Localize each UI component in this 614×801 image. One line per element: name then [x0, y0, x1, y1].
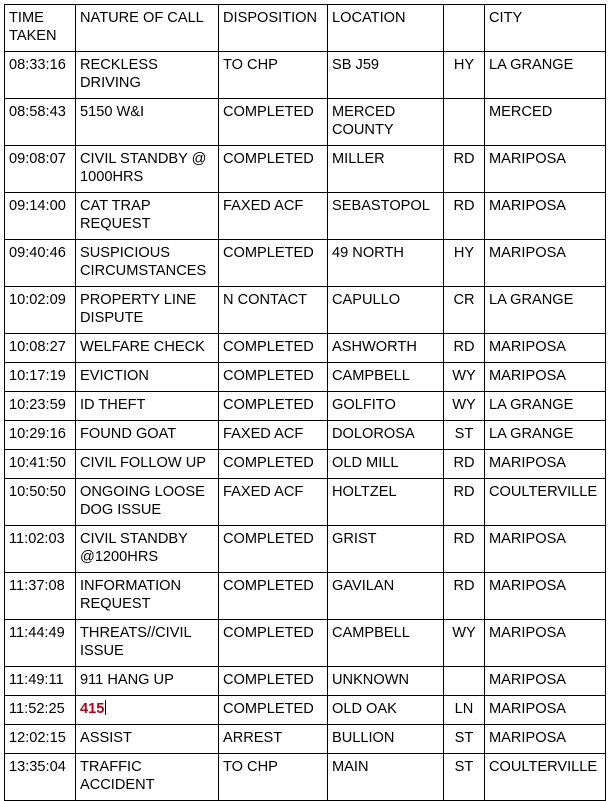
header-disposition: DISPOSITION: [219, 5, 328, 52]
cell-street-suffix: RD: [444, 334, 485, 363]
cell-time-taken: 10:29:16: [5, 421, 76, 450]
cell-disposition: N CONTACT: [219, 287, 328, 334]
cell-disposition: FAXED ACF: [219, 421, 328, 450]
cell-city: MARIPOSA: [485, 573, 606, 620]
cell-nature-of-call: 911 HANG UP: [76, 667, 219, 696]
cell-street-suffix: ST: [444, 725, 485, 754]
cell-street-suffix: RD: [444, 193, 485, 240]
cell-location: MAIN: [328, 754, 444, 801]
cell-disposition: COMPLETED: [219, 450, 328, 479]
table-row: [5, 392, 606, 421]
cell-city: MARIPOSA: [485, 240, 606, 287]
table-row: [5, 696, 606, 725]
cell-location: OLD OAK: [328, 696, 444, 725]
cell-time-taken: 11:02:03: [5, 526, 76, 573]
cell-disposition: COMPLETED: [219, 667, 328, 696]
cell-disposition: COMPLETED: [219, 99, 328, 146]
cell-street-suffix: RD: [444, 526, 485, 573]
cell-city: MARIPOSA: [485, 620, 606, 667]
cell-nature-of-call: WELFARE CHECK: [76, 334, 219, 363]
cell-time-taken: 10:08:27: [5, 334, 76, 363]
cell-location: DOLOROSA: [328, 421, 444, 450]
cell-disposition: COMPLETED: [219, 392, 328, 421]
cell-nature-of-call: RECKLESS DRIVING: [76, 52, 219, 99]
cell-nature-of-call: FOUND GOAT: [76, 421, 219, 450]
cell-street-suffix: RD: [444, 573, 485, 620]
cell-disposition: TO CHP: [219, 754, 328, 801]
table-row: [5, 754, 606, 801]
cell-city: LA GRANGE: [485, 421, 606, 450]
cell-time-taken: 11:44:49: [5, 620, 76, 667]
cell-disposition: COMPLETED: [219, 240, 328, 287]
table-row: [5, 620, 606, 667]
cell-disposition: COMPLETED: [219, 573, 328, 620]
cell-street-suffix: WY: [444, 363, 485, 392]
cell-location: SB J59: [328, 52, 444, 99]
cell-nature-of-call: SUSPICIOUS CIRCUMSTANCES: [76, 240, 219, 287]
cell-location: MILLER: [328, 146, 444, 193]
cell-street-suffix: WY: [444, 392, 485, 421]
cell-nature-of-call: [76, 696, 219, 725]
cell-location: CAMPBELL: [328, 363, 444, 392]
cell-street-suffix: HY: [444, 52, 485, 99]
cell-nature-of-call: EVICTION: [76, 363, 219, 392]
cell-nature-of-call: CAT TRAP REQUEST: [76, 193, 219, 240]
cell-nature-of-call: THREATS//CIVIL ISSUE: [76, 620, 219, 667]
call-log-body: [5, 52, 606, 801]
cell-nature-of-call: CIVIL FOLLOW UP: [76, 450, 219, 479]
cell-disposition: TO CHP: [219, 52, 328, 99]
header-city: CITY: [485, 5, 606, 52]
cell-time-taken: 10:17:19: [5, 363, 76, 392]
cell-location: HOLTZEL: [328, 479, 444, 526]
cell-time-taken: 10:41:50: [5, 450, 76, 479]
cell-nature-of-call: ONGOING LOOSE DOG ISSUE: [76, 479, 219, 526]
cell-street-suffix: WY: [444, 620, 485, 667]
cell-time-taken: 11:49:11: [5, 667, 76, 696]
cell-time-taken: 12:02:15: [5, 725, 76, 754]
cell-street-suffix: CR: [444, 287, 485, 334]
cell-city: MARIPOSA: [485, 363, 606, 392]
cell-street-suffix: ST: [444, 754, 485, 801]
cell-time-taken: 10:23:59: [5, 392, 76, 421]
cell-street-suffix: [444, 99, 485, 146]
call-log-table: [4, 4, 606, 801]
table-row: [5, 725, 606, 754]
header-location: LOCATION: [328, 5, 444, 52]
cell-location: GOLFITO: [328, 392, 444, 421]
table-row: [5, 146, 606, 193]
cell-city: MARIPOSA: [485, 450, 606, 479]
cell-street-suffix: RD: [444, 146, 485, 193]
cell-location: 49 NORTH: [328, 240, 444, 287]
table-row: [5, 193, 606, 240]
cell-location: CAPULLO: [328, 287, 444, 334]
cell-disposition: COMPLETED: [219, 526, 328, 573]
cell-location: GRIST: [328, 526, 444, 573]
table-row: [5, 573, 606, 620]
header-nature-of-call: NATURE OF CALL: [76, 5, 219, 52]
cell-nature-of-call: TRAFFIC ACCIDENT: [76, 754, 219, 801]
cell-location: BULLION: [328, 725, 444, 754]
cell-street-suffix: RD: [444, 479, 485, 526]
header-time-taken: TIME TAKEN: [5, 5, 76, 52]
cell-nature-of-call: ID THEFT: [76, 392, 219, 421]
cell-time-taken: 08:58:43: [5, 99, 76, 146]
cell-time-taken: 08:33:16: [5, 52, 76, 99]
cell-disposition: COMPLETED: [219, 696, 328, 725]
table-row: [5, 240, 606, 287]
cell-city: LA GRANGE: [485, 287, 606, 334]
cell-time-taken: 13:35:04: [5, 754, 76, 801]
table-row: [5, 479, 606, 526]
cell-disposition: FAXED ACF: [219, 193, 328, 240]
cell-time-taken: 11:52:25: [5, 696, 76, 725]
cell-street-suffix: LN: [444, 696, 485, 725]
highlighted-call-code: 415: [80, 701, 105, 717]
cell-disposition: COMPLETED: [219, 334, 328, 363]
cell-location: UNKNOWN: [328, 667, 444, 696]
cell-location: CAMPBELL: [328, 620, 444, 667]
table-row: [5, 526, 606, 573]
cell-location: MERCED COUNTY: [328, 99, 444, 146]
cell-disposition: COMPLETED: [219, 620, 328, 667]
cell-city: MARIPOSA: [485, 725, 606, 754]
cell-street-suffix: ST: [444, 421, 485, 450]
cell-city: LA GRANGE: [485, 52, 606, 99]
header-row: [5, 5, 606, 52]
cell-city: COULTERVILLE: [485, 479, 606, 526]
table-row: [5, 334, 606, 363]
cell-street-suffix: HY: [444, 240, 485, 287]
cell-nature-of-call: CIVIL STANDBY @1200HRS: [76, 526, 219, 573]
table-row: [5, 363, 606, 392]
cell-city: LA GRANGE: [485, 392, 606, 421]
cell-city: MARIPOSA: [485, 667, 606, 696]
cell-nature-of-call: ASSIST: [76, 725, 219, 754]
cell-nature-of-call: INFORMATION REQUEST: [76, 573, 219, 620]
cell-location: GAVILAN: [328, 573, 444, 620]
cell-street-suffix: [444, 667, 485, 696]
table-row: [5, 450, 606, 479]
cell-disposition: COMPLETED: [219, 363, 328, 392]
cell-nature-of-call: PROPERTY LINE DISPUTE: [76, 287, 219, 334]
header-street-suffix: [444, 5, 485, 52]
table-row: [5, 667, 606, 696]
cell-time-taken: 09:08:07: [5, 146, 76, 193]
cell-disposition: ARREST: [219, 725, 328, 754]
cell-location: SEBASTOPOL: [328, 193, 444, 240]
table-row: [5, 52, 606, 99]
cell-street-suffix: RD: [444, 450, 485, 479]
cell-city: MARIPOSA: [485, 526, 606, 573]
table-row: [5, 287, 606, 334]
cell-disposition: COMPLETED: [219, 146, 328, 193]
cell-city: MARIPOSA: [485, 696, 606, 725]
cell-city: MARIPOSA: [485, 146, 606, 193]
cell-time-taken: 09:14:00: [5, 193, 76, 240]
cell-location: OLD MILL: [328, 450, 444, 479]
cell-time-taken: 11:37:08: [5, 573, 76, 620]
text-cursor: [105, 700, 106, 715]
cell-city: MARIPOSA: [485, 334, 606, 363]
cell-nature-of-call: 5150 W&I: [76, 99, 219, 146]
table-row: [5, 421, 606, 450]
cell-nature-of-call: CIVIL STANDBY @ 1000HRS: [76, 146, 219, 193]
cell-time-taken: 10:02:09: [5, 287, 76, 334]
cell-disposition: FAXED ACF: [219, 479, 328, 526]
cell-time-taken: 09:40:46: [5, 240, 76, 287]
cell-city: MERCED: [485, 99, 606, 146]
cell-city: COULTERVILLE: [485, 754, 606, 801]
cell-city: MARIPOSA: [485, 193, 606, 240]
table-row: [5, 99, 606, 146]
cell-location: ASHWORTH: [328, 334, 444, 363]
cell-time-taken: 10:50:50: [5, 479, 76, 526]
